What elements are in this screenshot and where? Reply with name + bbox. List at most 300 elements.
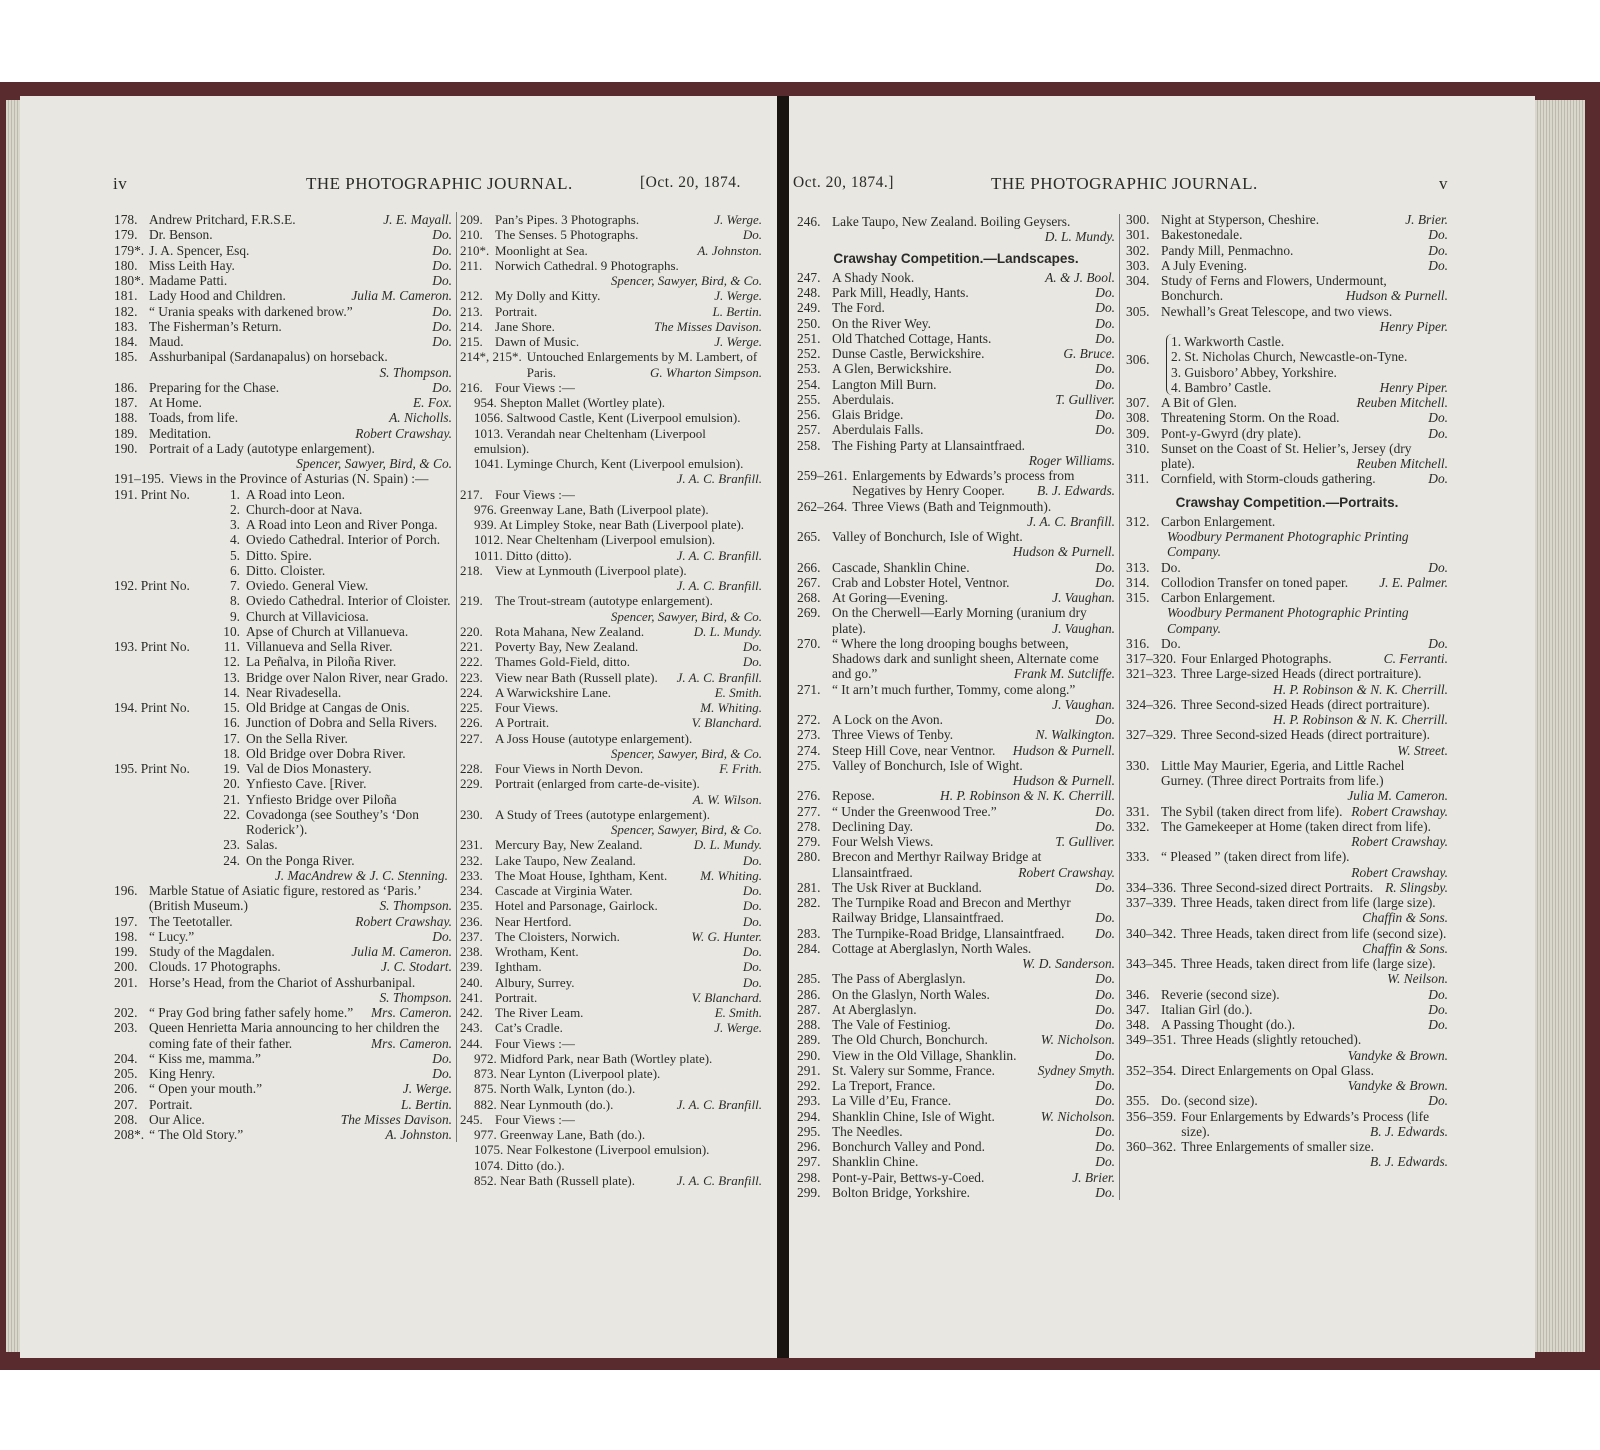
catalogue-entry (114, 1127, 452, 1142)
entry-author: S. Thompson. (379, 364, 452, 380)
view-title: Val de Dios Monastery. (246, 761, 372, 776)
view-title: Near Rivadesella. (246, 684, 342, 700)
view-number: 21. (223, 791, 240, 807)
entry-author: N. Walkington. (1035, 727, 1115, 743)
entry-number: 238. (460, 944, 483, 959)
entry-title: Aberdulais. T. Gulliver. (832, 391, 1115, 407)
entry-author: Do. (1428, 242, 1448, 258)
catalogue-entry (460, 700, 762, 715)
entry-author: J. Werge. (714, 334, 762, 349)
entry-title: Three Heads, taken direct from life (large size). Chaffin & Sons. (1181, 895, 1448, 926)
catalogue-entry (1126, 804, 1448, 819)
entry-title: Three Heads, taken direct from life (second size). Chaffin & Sons. (1181, 925, 1448, 956)
catalogue-entry (460, 288, 762, 303)
view-number: 5. (229, 547, 240, 563)
entry-number: 241. (460, 989, 483, 1005)
entry-number: 209. (460, 212, 483, 227)
catalogue-entry (797, 1078, 1115, 1093)
entry-author: J. E. Mayall. (383, 212, 452, 227)
entry-author: J. Brier. (1072, 1169, 1115, 1185)
catalogue-entry (460, 227, 762, 242)
entry-number: 272. (797, 712, 821, 727)
entry-author: W. G. Hunter. (691, 928, 762, 944)
view-title: La Peñalva, in Piloña River. (246, 654, 397, 670)
column-1 (114, 212, 452, 1142)
entry-author: Do. (1095, 300, 1115, 316)
entry-number: 308. (1126, 410, 1150, 426)
print-number: 192. Print No. (114, 578, 190, 593)
entry-title: View near Bath (Russell plate). J. A. C. Branfill. (495, 669, 762, 685)
entry-title: Thames Gold-Field, ditto. Do. (495, 654, 762, 670)
entry-author: Spencer, Sawyer, Bird, & Co. (610, 608, 762, 624)
entry-number: 292. (797, 1078, 821, 1093)
print-number (114, 776, 214, 791)
entry-author: Vandyke & Brown. (1347, 1078, 1448, 1093)
entry-number: 221. (460, 639, 483, 654)
entry-title: 1056. Saltwood Castle, Kent (Liverpool emulsion). (474, 410, 741, 426)
print-number (114, 609, 214, 624)
entry-author: Do. (1428, 635, 1448, 651)
entry-title: Valley of Bonchurch, Isle of Wight. Hudson & Purnell. (832, 529, 1115, 560)
catalogue-entry (460, 654, 762, 669)
entry-number: 219. (460, 593, 483, 609)
entry-author: Do. (1095, 285, 1115, 300)
asturias-print-entry (114, 670, 452, 685)
catalogue-entry (797, 849, 1115, 880)
entry-number: 337–339. (1126, 895, 1177, 910)
entry-number: 331. (1126, 803, 1150, 819)
catalogue-entry (114, 243, 452, 258)
entry-title: Reverie (second size). Do. (1161, 986, 1448, 1002)
catalogue-entry (1126, 441, 1448, 472)
entry-author: Do. (1095, 1123, 1115, 1139)
catalogue-entry (460, 395, 762, 410)
view-title: Villanueva and Sella River. (246, 639, 393, 654)
view-title: Church-door at Nava. (246, 501, 363, 517)
entry-author: Spencer, Sawyer, Bird, & Co. (610, 273, 762, 288)
entry-title: At Aberglaslyn. Do. (832, 1001, 1115, 1017)
entry-number: 266. (797, 559, 821, 575)
entry-title: Cat’s Cradle. J. Werge. (495, 1020, 762, 1036)
entry-title: “ Under the Greenwood Tree.” Do. (832, 803, 1115, 819)
catalogue-entry (1126, 956, 1448, 987)
entry-number: 204. (114, 1050, 138, 1066)
entry-number: 252. (797, 346, 821, 361)
entry-title: Repose. H. P. Robinson & N. K. Cherrill. (832, 788, 1115, 804)
entry-title: The Sybil (taken direct from life). Robert Crawshay. (1161, 803, 1448, 819)
catalogue-entry (460, 502, 762, 517)
entry-title: Three Enlargements of smaller size. B. J. Edwards. (1181, 1139, 1448, 1170)
entry-number: 275. (797, 757, 821, 773)
entry-number: 311. (1126, 471, 1149, 487)
entry-author: Do. (742, 227, 762, 243)
asturias-print-entry (114, 517, 452, 532)
entry-title: Lake Taupo, New Zealand. Boiling Geysers. D. L. Mundy. (832, 214, 1115, 245)
entry-title: Cornfield, with Storm-clouds gathering. Do. (1161, 471, 1448, 487)
entry-number: 360–362. (1126, 1139, 1177, 1154)
view-title: Apse of Church at Villanueva. (246, 623, 409, 639)
entry-author: J. Werge. (714, 288, 762, 304)
catalogue-entry (797, 941, 1115, 972)
entry-number: 271. (797, 681, 821, 697)
entry-number: 247. (797, 269, 821, 285)
view-number: 14. (223, 684, 240, 700)
entry-title: Cottage at Aberglaslyn, North Wales. W. D. Sanderson. (832, 940, 1115, 971)
catalogue-entry (114, 929, 452, 944)
catalogue-entry (797, 575, 1115, 590)
catalogue-entry (1126, 273, 1448, 304)
entry-author: J. Werge. (402, 1081, 452, 1097)
entry-author: V. Blanchard. (691, 989, 762, 1005)
entry-number: 253. (797, 361, 821, 377)
catalogue-entry (460, 1112, 762, 1127)
catalogue-entry (797, 529, 1115, 560)
entry-number: 355. (1126, 1093, 1150, 1109)
catalogue-entry (460, 563, 762, 594)
catalogue-entry (797, 712, 1115, 727)
entry-number: 314. (1126, 574, 1150, 590)
catalogue-entry (797, 895, 1115, 926)
entry-author: Reuben Mitchell. (1356, 395, 1448, 410)
entry-title: Miss Leith Hay. Do. (149, 257, 452, 273)
entry-author: Do. (1095, 376, 1115, 392)
entry-number: 217. (460, 486, 483, 502)
entry-author: Julia M. Cameron. (351, 288, 452, 304)
entry-author: Robert Crawshay. (1351, 803, 1448, 819)
asturias-print-entry (114, 792, 452, 807)
catalogue-entry (1126, 849, 1448, 880)
entry-author: Do. (1095, 422, 1115, 438)
entry-title: The River Leam. E. Smith. (495, 1005, 762, 1020)
entry-number: 198. (114, 928, 138, 944)
catalogue-entry (797, 1139, 1115, 1154)
entry-title: St. Valery sur Somme, France. Sydney Smyth. (832, 1062, 1115, 1078)
entry-title: Preparing for the Chase. Do. (149, 379, 452, 395)
view-number: 15. (223, 700, 240, 715)
entry-author: Do. (1428, 410, 1448, 426)
entry-author: Do. (432, 379, 452, 395)
entry-title: Night at Styperson, Cheshire. J. Brier. (1161, 212, 1448, 227)
entry-number: 212. (460, 288, 483, 304)
entry-number: 270. (797, 635, 821, 651)
asturias-print-entry (114, 624, 452, 639)
asturias-print-entry (114, 548, 452, 563)
print-number (114, 517, 214, 532)
catalogue-entry (460, 1081, 762, 1096)
entry-title: Four Views in North Devon. F. Frith. (495, 761, 762, 776)
entry-title: A Bit of Glen. Reuben Mitchell. (1161, 395, 1448, 410)
entry-title: Lady Hood and Children. Julia M. Cameron. (149, 288, 452, 304)
entry-author: R. Slingsby. (1385, 879, 1448, 895)
entry-title: 954. Shepton Mallet (Wortley plate). (474, 395, 666, 410)
entry-author: Do. (1095, 574, 1115, 590)
entry-author: H. P. Robinson & N. K. Cherrill. (940, 788, 1115, 804)
print-number (114, 670, 214, 685)
entry-title: La Treport, France. Do. (832, 1078, 1115, 1093)
entry-author: J. A. C. Branfill. (676, 578, 762, 593)
print-number (114, 731, 214, 746)
catalogue-entry (797, 804, 1115, 819)
entry-number: 279. (797, 834, 821, 849)
asturias-print-entry (114, 487, 452, 502)
entry-number: 288. (797, 1017, 821, 1032)
entry-number: 262–264. (797, 498, 848, 514)
entry-number: 274. (797, 742, 821, 758)
left-page (20, 96, 777, 1358)
entry-title: The Moat House, Ightham, Kent. M. Whiting. (495, 867, 762, 883)
catalogue-entry (1126, 471, 1448, 486)
entry-title: Albury, Surrey. Do. (495, 974, 762, 990)
entry-number: 324–326. (1126, 696, 1177, 712)
entry-author: Do. (1095, 910, 1115, 926)
catalogue-entry (114, 304, 452, 319)
view-title: On the Ponga River. (246, 852, 355, 868)
view-number: 11. (223, 639, 240, 654)
catalogue-entry (460, 715, 762, 730)
catalogue-entry (797, 270, 1115, 285)
entry-title: Meditation. Robert Crawshay. (149, 425, 452, 441)
entry-author: W. Neilson. (1387, 971, 1448, 987)
open-book (0, 82, 1600, 1370)
entry-title: The Fisherman’s Return. Do. (149, 318, 452, 334)
catalogue-entry (460, 1173, 762, 1188)
entry-number: 189. (114, 425, 138, 441)
column-2 (460, 212, 762, 1188)
catalogue-entry (460, 868, 762, 883)
entry-number: 190. (114, 440, 138, 456)
entry-title: “ Open your mouth.” J. Werge. (149, 1081, 452, 1097)
entry-author: J. C. Stodart. (380, 959, 452, 975)
catalogue-entry (1126, 227, 1448, 242)
asturias-print-entry (114, 685, 452, 700)
entry-number: 206. (114, 1081, 138, 1097)
entry-author: Do. (1428, 1093, 1448, 1109)
catalogue-entry (114, 273, 452, 288)
entry-number: 348. (1126, 1017, 1150, 1032)
entry-title: “ It arn’t much further, Tommy, come along.” J. Vaughan. (832, 681, 1115, 712)
entry-title: Portrait. V. Blanchard. (495, 989, 762, 1005)
catalogue-entry (114, 258, 452, 273)
entry-title: 976. Greenway Lane, Bath (Liverpool plate). (474, 501, 709, 517)
entry-number: 226. (460, 715, 483, 731)
entry-author: M. Whiting. (700, 867, 762, 883)
entry-title: Pont-y-Pair, Bettws-y-Coed. J. Brier. (832, 1169, 1115, 1185)
entry-author: B. J. Edwards. (1370, 1123, 1448, 1139)
entry-title: 873. Near Lynton (Liverpool plate). (474, 1066, 661, 1081)
entry-author: J. A. C. Branfill. (676, 1096, 762, 1112)
entry-title: View at Lynmouth (Liverpool plate). J. A. C. Branfill. (495, 562, 762, 593)
entry-title: 1074. Ditto (do.). (474, 1157, 565, 1173)
entry-author: L. Bertin. (401, 1096, 452, 1112)
catalogue-entry (114, 1097, 452, 1112)
entry-306-line: 1. Warkworth Castle. (1171, 334, 1285, 349)
entry-author: Do. (1095, 1078, 1115, 1093)
entry-title: Dr. Benson. Do. (149, 227, 452, 243)
view-number: 18. (223, 745, 240, 761)
entry-title: Three Second-sized direct Portraits. R. Slingsby. (1181, 879, 1448, 895)
entry-title: Four Enlargements by Edwards’s Process (life size). B. J. Edwards. (1181, 1108, 1448, 1139)
entry-author: Do. (1095, 1184, 1115, 1200)
entry-author: T. Gulliver. (1055, 834, 1115, 849)
entry-title: Steep Hill Cove, near Ventnor. Hudson & Purnell. (832, 742, 1115, 758)
view-number: 2. (229, 501, 240, 517)
entry-title: The Old Church, Bonchurch. W. Nicholson. (832, 1032, 1115, 1048)
entry-number: 205. (114, 1066, 138, 1081)
entry-title: On the River Wey. Do. (832, 315, 1115, 331)
entry-number: 200. (114, 959, 138, 975)
entry-number: 207. (114, 1096, 138, 1112)
entry-number: 254. (797, 376, 821, 392)
view-number: 19. (223, 761, 240, 776)
entry-title: Threatening Storm. On the Road. Do. (1161, 410, 1448, 426)
catalogue-entry (460, 944, 762, 959)
catalogue-entry (797, 727, 1115, 742)
catalogue-entry (1126, 1139, 1448, 1170)
entry-author: Do. (742, 898, 762, 914)
view-title: A Road into Leon and River Ponga. (246, 517, 438, 532)
catalogue-entry (797, 1093, 1115, 1108)
entry-author: T. Gulliver. (1055, 391, 1115, 407)
asturias-print-entry (114, 563, 452, 578)
entry-title: Portrait of a Lady (autotype enlargement). Spencer, Sawyer, Bird, & Co. (149, 440, 452, 471)
catalogue-entry (460, 258, 762, 289)
catalogue-entry (1126, 666, 1448, 697)
entry-title: The Senses. 5 Photographs. Do. (495, 227, 762, 243)
entry-title: The Teetotaller. Robert Crawshay. (149, 913, 452, 929)
entry-author: Do. (432, 257, 452, 273)
entry-number: 312. (1126, 513, 1150, 529)
catalogue-entry (797, 346, 1115, 361)
entry-title: The Needles. Do. (832, 1123, 1115, 1139)
catalogue-entry (1126, 636, 1448, 651)
entry-number: 276. (797, 788, 821, 804)
view-title: Old Bridge at Cangas de Onis. (246, 700, 410, 715)
catalogue-entry (797, 422, 1115, 437)
entry-number: 187. (114, 395, 138, 410)
entry-author: Do. (432, 928, 452, 944)
entry-title: Newhall’s Great Telescope, and two views. Henry Piper. (1161, 303, 1448, 334)
entry-number: 291. (797, 1062, 821, 1078)
entry-number: 180*. (114, 273, 145, 288)
entry-title: 875. North Walk, Lynton (do.). (474, 1081, 636, 1097)
catalogue-entry (460, 990, 762, 1005)
catalogue-entry (460, 853, 762, 868)
entry-title: Dunse Castle, Berwickshire. G. Bruce. (832, 346, 1115, 361)
entry-title: Moonlight at Sea. A. Johnston. (495, 242, 762, 258)
entry-title: The Turnpike-Road Bridge, Llansaintfraed. Do. (832, 925, 1115, 941)
entry-author: J. A. C. Branfill. (676, 471, 762, 487)
entry-title: A Passing Thought (do.). Do. (1161, 1017, 1448, 1032)
entry-number: 284. (797, 940, 821, 956)
entry-author: Do. (1095, 1001, 1115, 1017)
entry-author: F. Frith. (719, 761, 762, 776)
entry-number: 267. (797, 574, 821, 590)
catalogue-entry (114, 349, 452, 380)
entry-title: Shanklin Chine, Isle of Wight. W. Nicholson. (832, 1108, 1115, 1124)
entry-author: J. A. C. Branfill. (676, 547, 762, 563)
entry-title: A Glen, Berwickshire. Do. (832, 361, 1115, 377)
entry-number: 203. (114, 1020, 138, 1036)
entry-author: J. Werge. (714, 1020, 762, 1036)
entry-number: 317–320. (1126, 651, 1177, 666)
entry-number: 295. (797, 1123, 821, 1139)
entry-author: Do. (742, 913, 762, 929)
entry-number: 233. (460, 867, 483, 883)
view-title: Oviedo Cathedral. Interior of Porch. (246, 532, 441, 548)
entry-number: 218. (460, 562, 483, 578)
entry-number: 243. (460, 1020, 483, 1036)
entry-author: Robert Crawshay. (1351, 834, 1448, 849)
catalogue-entry (1126, 1093, 1448, 1108)
entry-author: A. Nicholls. (389, 410, 452, 426)
catalogue-entry (797, 1124, 1115, 1139)
entry-title: “ Pleased ” (taken direct from life). Robert Crawshay. (1161, 849, 1448, 880)
catalogue-entry (114, 212, 452, 227)
entry-author: Do. (742, 959, 762, 975)
entry-author: L. Bertin. (712, 303, 762, 319)
entry-number: 321–323. (1126, 666, 1177, 682)
catalogue-entry (797, 285, 1115, 300)
entry-number: 286. (797, 986, 821, 1002)
catalogue-entry (114, 914, 452, 929)
entry-number: 333. (1126, 849, 1150, 865)
entry-title: Pan’s Pipes. 3 Photographs. J. Werge. (495, 212, 762, 227)
catalogue-entry (797, 926, 1115, 941)
catalogue-entry (460, 334, 762, 349)
entry-title: 882. Near Lynmouth (do.). J. A. C. Branfill. (474, 1096, 762, 1112)
entry-number: 225. (460, 700, 483, 715)
entry-author: Do. (1095, 986, 1115, 1002)
entry-title: Direct Enlargements on Opal Glass. Vandyke & Brown. (1181, 1062, 1448, 1093)
entry-title: Portrait (enlarged from carte-de-visite). A. W. Wilson. (495, 776, 762, 807)
entry-title: Enlargements by Edwards’s process from Negatives by Henry Cooper. B. J. Edwards. (852, 468, 1115, 499)
catalogue-entry (1126, 410, 1448, 425)
entry-title: 1041. Lyminge Church, Kent (Liverpool emulsion). J. A. C. Branfill. (474, 456, 762, 487)
catalogue-entry (797, 1063, 1115, 1078)
entry-title: Brecon and Merthyr Railway Bridge at Llansaintfraed. Robert Crawshay. (832, 849, 1115, 880)
entry-number: 181. (114, 288, 138, 304)
catalogue-entry (114, 426, 452, 441)
catalogue-entry (460, 761, 762, 776)
entry-title: A Portrait. V. Blanchard. (495, 715, 762, 731)
entry-author: Do. (432, 334, 452, 349)
entry-title: Shanklin Chine. Do. (832, 1154, 1115, 1170)
entry-number: 315. (1126, 590, 1150, 605)
entry-author: Roger Williams. (1028, 452, 1115, 468)
entry-title: 939. At Limpley Stoke, near Bath (Liverpool plate). (474, 517, 745, 532)
entry-number: 244. (460, 1035, 483, 1051)
catalogue-entry (1126, 651, 1448, 666)
page-number-left: iv (113, 174, 128, 193)
view-title: Church at Villaviciosa. (246, 608, 369, 624)
entry-title: Rota Mahana, New Zealand. D. L. Mundy. (495, 623, 762, 639)
entry-title: 1011. Ditto (ditto). J. A. C. Branfill. (474, 547, 762, 563)
view-number: 12. (223, 654, 240, 670)
entry-number: 268. (797, 590, 821, 605)
entry-title: The Pass of Aberglaslyn. Do. (832, 971, 1115, 987)
entry-author: Do. (1095, 1017, 1115, 1032)
catalogue-entry (1126, 880, 1448, 895)
catalogue-entry (797, 758, 1115, 789)
entry-title: Three Large-sized Heads (direct portraiture). H. P. Robinson & N. K. Cherrill. (1181, 666, 1448, 697)
catalogue-entry (797, 361, 1115, 376)
entry-number: 202. (114, 1005, 138, 1020)
catalogue-entry (797, 605, 1115, 636)
entry-author: B. J. Edwards. (1370, 1154, 1448, 1170)
catalogue-entry (797, 590, 1115, 605)
catalogue-entry (1126, 895, 1448, 926)
entry-author: Hudson & Purnell. (1345, 288, 1448, 304)
